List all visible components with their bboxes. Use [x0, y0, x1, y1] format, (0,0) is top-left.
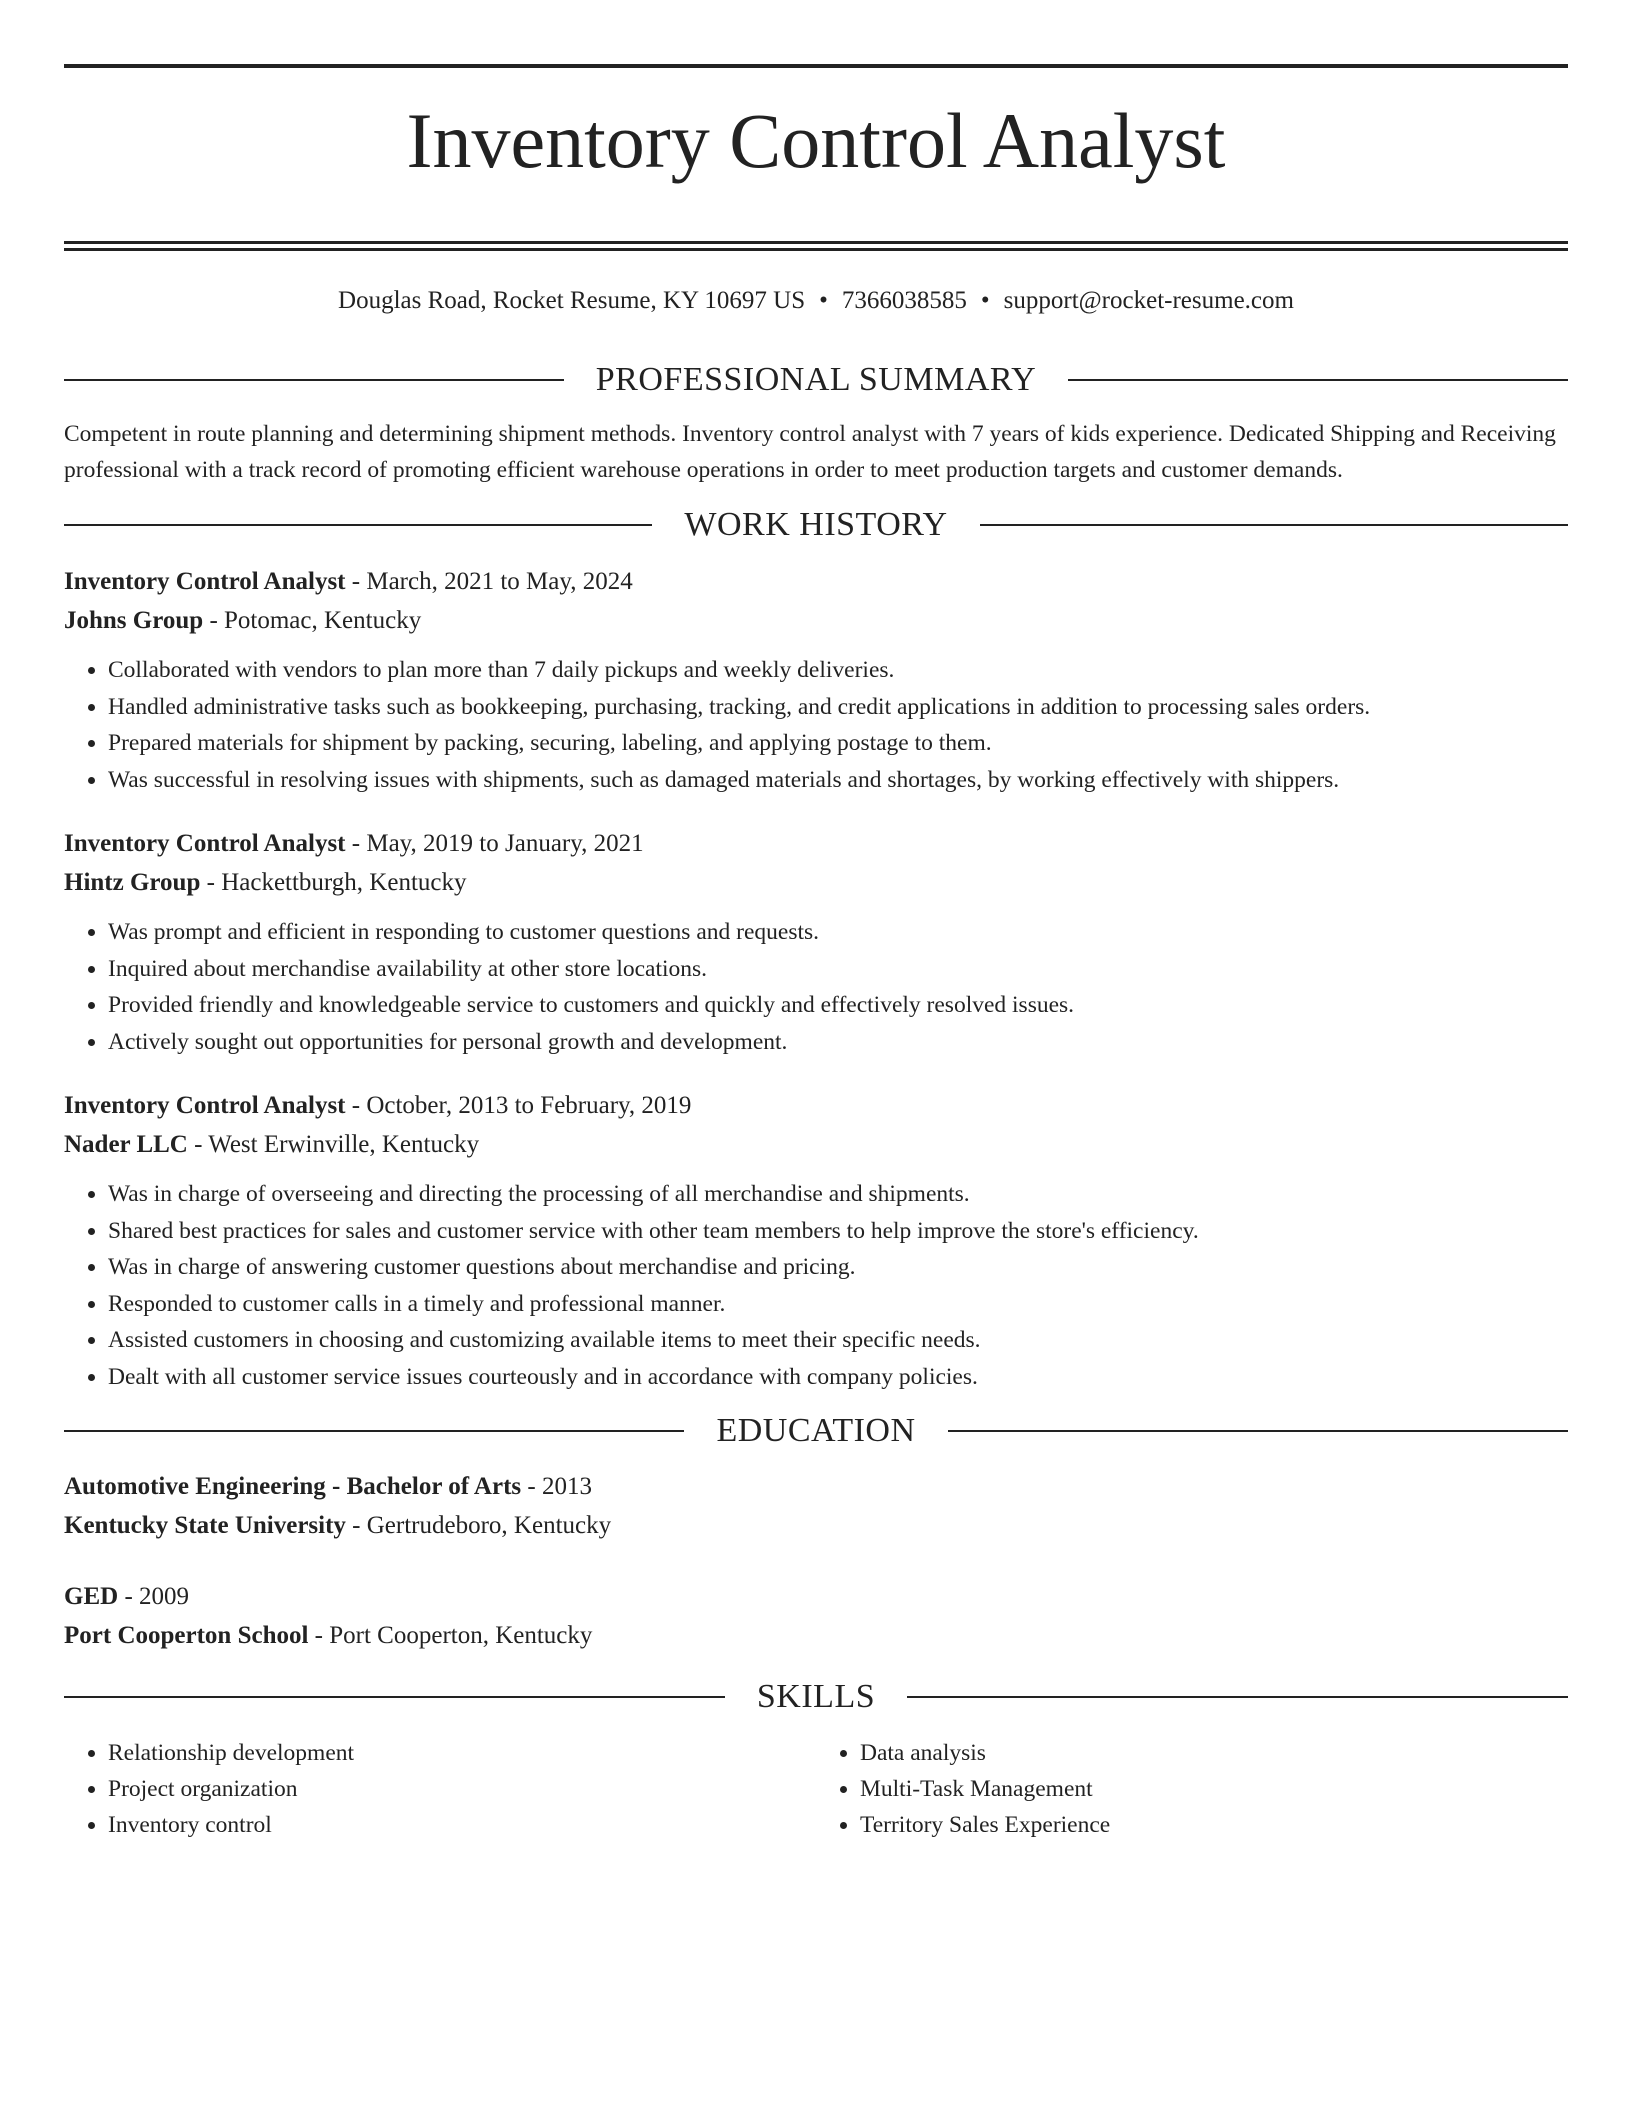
heading-rule	[64, 1696, 725, 1698]
education-year: - 2009	[118, 1583, 190, 1610]
job-company: Hintz Group	[64, 869, 201, 896]
skill-item: • Project organization	[108, 1771, 816, 1807]
heading-rule	[64, 379, 564, 381]
skills-heading-label: SKILLS	[756, 1678, 876, 1715]
job-bullets	[64, 1176, 1568, 1395]
heading-rule	[980, 524, 1568, 526]
top-rule	[64, 64, 1568, 68]
job-company-line	[64, 601, 1568, 640]
skill-item: • Territory Sales Experience	[860, 1807, 1568, 1843]
skill-item: • Inventory control	[108, 1807, 816, 1843]
summary-heading-label: PROFESSIONAL SUMMARY	[595, 361, 1037, 398]
education-degree: Automotive Engineering - Bachelor of Arts	[64, 1473, 522, 1500]
job-entry	[64, 562, 1568, 798]
skills-column-right	[816, 1735, 1568, 1843]
education-year: - 2013	[521, 1473, 592, 1500]
job-location: - Potomac, Kentucky	[203, 607, 422, 634]
job-bullet: • Actively sought out opportunities for personal growth and development.	[108, 1024, 1568, 1061]
education-degree: GED	[64, 1583, 119, 1610]
job-bullet: • Responded to customer calls in a timely and professional manner.	[108, 1286, 1568, 1323]
contact-line	[64, 286, 1568, 316]
job-bullet: • Prepared materials for shipment by packing, securing, labeling, and applying postage to them.	[108, 725, 1568, 762]
education-heading	[64, 1411, 1568, 1451]
job-bullet: • Inquired about merchandise availability at other store locations.	[108, 951, 1568, 988]
education-degree-line	[64, 1577, 1568, 1616]
skills-column-left	[64, 1735, 816, 1843]
heading-rule	[948, 1430, 1568, 1432]
heading-rule	[64, 524, 652, 526]
heading-rule	[907, 1696, 1568, 1698]
job-entry	[64, 1086, 1568, 1395]
heading-rule	[1068, 379, 1568, 381]
skills-heading	[64, 1677, 1568, 1717]
education-location: - Port Cooperton, Kentucky	[308, 1622, 593, 1649]
job-bullets	[64, 652, 1568, 798]
education-heading-label: EDUCATION	[716, 1412, 916, 1449]
job-bullet: • Was successful in resolving issues with shipments, such as damaged materials and shortages, by working effectively with shippers.	[108, 762, 1568, 799]
work-history-heading	[64, 505, 1568, 545]
page-title: Inventory Control Analyst	[406, 97, 1226, 184]
contact-phone: 7366038585	[841, 287, 967, 314]
job-bullet: • Provided friendly and knowledgeable service to customers and quickly and effectively resolved issues.	[108, 987, 1568, 1024]
job-company: Johns Group	[64, 607, 204, 634]
job-bullet: • Dealt with all customer service issues courteously and in accordance with company policies.	[108, 1359, 1568, 1396]
heading-rule	[64, 1430, 684, 1432]
job-company: Nader LLC	[64, 1131, 188, 1158]
education-school: Kentucky State University	[64, 1512, 346, 1539]
job-bullet: • Shared best practices for sales and customer service with other team members to help improve the store's efficiency.	[108, 1213, 1568, 1250]
job-bullet: • Handled administrative tasks such as bookkeeping, purchasing, tracking, and credit applications in addition to processing sales orders.	[108, 689, 1568, 726]
job-title-line	[64, 562, 1568, 601]
job-company-line	[64, 1125, 1568, 1164]
job-bullet: • Was in charge of overseeing and directing the processing of all merchandise and shipments.	[108, 1176, 1568, 1213]
education-entry	[64, 1577, 1568, 1655]
contact-separator: •	[819, 287, 828, 314]
education-location: - Gertrudeboro, Kentucky	[345, 1512, 612, 1539]
work-history-heading-label: WORK HISTORY	[684, 506, 948, 543]
job-role: Inventory Control Analyst	[64, 830, 346, 857]
skills-list	[64, 1735, 1568, 1843]
education-school-line	[64, 1506, 1568, 1545]
education-school-line	[64, 1616, 1568, 1655]
job-bullet: • Was prompt and efficient in responding to customer questions and requests.	[108, 914, 1568, 951]
job-title-line	[64, 1086, 1568, 1125]
education-degree-line	[64, 1467, 1568, 1506]
job-entry	[64, 824, 1568, 1060]
contact-email: support@rocket-resume.com	[1003, 287, 1294, 314]
contact-separator: •	[980, 287, 990, 314]
job-bullet: • Assisted customers in choosing and customizing available items to meet their specific needs.	[108, 1322, 1568, 1359]
job-location: - Hackettburgh, Kentucky	[200, 869, 467, 896]
skill-item: • Data analysis	[860, 1735, 1568, 1771]
summary-heading	[64, 360, 1568, 400]
title-double-rule	[64, 241, 1568, 251]
job-dates: - October, 2013 to February, 2019	[345, 1092, 692, 1119]
education-school: Port Cooperton School	[64, 1622, 309, 1649]
job-title-line	[64, 824, 1568, 863]
summary-text: Competent in route planning and determining shipment methods. Inventory control analyst with 7 years of kids experience. Dedicated Shipping and Receiving professional with a track record of promoting efficient warehouse operations in order to meet production targets and customer demands.	[64, 421, 1556, 483]
job-bullet: • Collaborated with vendors to plan more than 7 daily pickups and weekly deliveries.	[108, 652, 1568, 689]
job-dates: - May, 2019 to January, 2021	[345, 830, 644, 857]
skill-item: • Multi-Task Management	[860, 1771, 1568, 1807]
job-company-line	[64, 863, 1568, 902]
education-entry	[64, 1467, 1568, 1545]
resume-page	[64, 64, 1568, 1843]
job-location: - West Erwinville, Kentucky	[187, 1131, 480, 1158]
job-dates: - March, 2021 to May, 2024	[345, 568, 633, 595]
skill-item: • Relationship development	[108, 1735, 816, 1771]
job-bullets	[64, 914, 1568, 1060]
job-bullet: • Was in charge of answering customer questions about merchandise and pricing.	[108, 1249, 1568, 1286]
job-role: Inventory Control Analyst	[64, 568, 346, 595]
job-role: Inventory Control Analyst	[64, 1092, 346, 1119]
contact-address: Douglas Road, Rocket Resume, KY 10697 US	[338, 287, 806, 314]
